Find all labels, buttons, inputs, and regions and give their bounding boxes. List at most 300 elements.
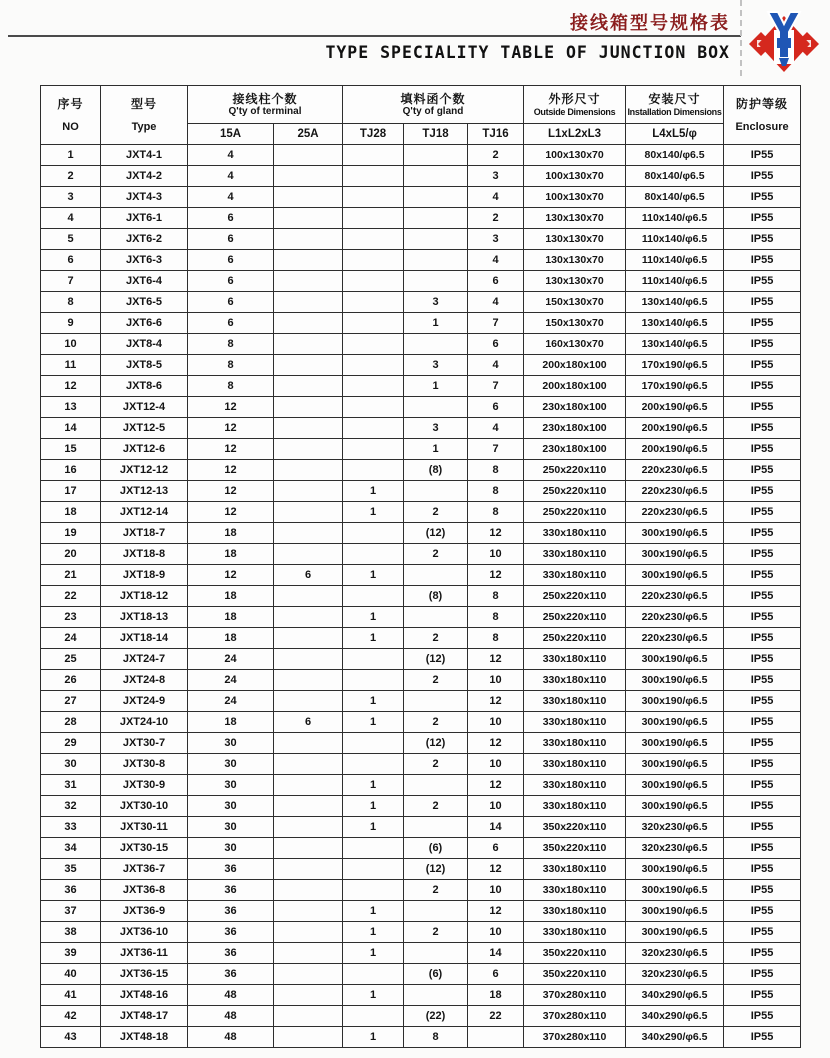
cell-no: 40 (41, 964, 101, 985)
cell-type: JXT6-6 (101, 313, 188, 334)
cell-outside-dimensions: 330x180x110 (524, 565, 626, 586)
cell-no: 29 (41, 733, 101, 754)
cell-gland-tj28 (343, 334, 404, 355)
cell-gland-tj28 (343, 460, 404, 481)
cell-enclosure: IP55 (724, 964, 801, 985)
cell-gland-tj18: 2 (404, 544, 468, 565)
cell-no: 39 (41, 943, 101, 964)
cell-installation-dimensions: 320x230/φ6.5 (626, 964, 724, 985)
cell-gland-tj28: 1 (343, 481, 404, 502)
cell-gland-tj16: 8 (468, 586, 524, 607)
cell-enclosure: IP55 (724, 145, 801, 166)
cell-terminal-15a: 18 (188, 523, 274, 544)
cell-gland-tj28: 1 (343, 691, 404, 712)
cell-enclosure: IP55 (724, 229, 801, 250)
cell-enclosure: IP55 (724, 817, 801, 838)
cell-terminal-15a: 18 (188, 586, 274, 607)
cell-gland-tj28 (343, 670, 404, 691)
page-title-english: TYPE SPECIALITY TABLE OF JUNCTION BOX (325, 43, 730, 62)
cell-gland-tj28: 1 (343, 628, 404, 649)
cell-installation-dimensions: 220x230/φ6.5 (626, 607, 724, 628)
cell-type: JXT24-7 (101, 649, 188, 670)
cell-installation-dimensions: 300x190/φ6.5 (626, 649, 724, 670)
table-row (41, 313, 801, 334)
cell-terminal-15a: 30 (188, 817, 274, 838)
cell-installation-dimensions: 340x290/φ6.5 (626, 1006, 724, 1027)
cell-gland-tj16: 6 (468, 397, 524, 418)
cell-type: JXT8-4 (101, 334, 188, 355)
cell-terminal-15a: 12 (188, 502, 274, 523)
cell-terminal-15a: 4 (188, 187, 274, 208)
cell-type: JXT30-7 (101, 733, 188, 754)
page-title-chinese: 接线箱型号规格表 (570, 13, 730, 33)
cell-no: 31 (41, 775, 101, 796)
cell-installation-dimensions: 300x190/φ6.5 (626, 544, 724, 565)
cell-type: JXT18-7 (101, 523, 188, 544)
cell-gland-tj28: 1 (343, 985, 404, 1006)
cell-enclosure: IP55 (724, 313, 801, 334)
cell-terminal-15a: 12 (188, 460, 274, 481)
cell-gland-tj28 (343, 649, 404, 670)
cell-no: 22 (41, 586, 101, 607)
cell-outside-dimensions: 350x220x110 (524, 964, 626, 985)
cell-terminal-15a: 30 (188, 775, 274, 796)
cell-gland-tj16: 7 (468, 439, 524, 460)
cell-enclosure: IP55 (724, 712, 801, 733)
cell-terminal-25a (274, 439, 343, 460)
brand-logo-icon (748, 4, 820, 76)
cell-gland-tj28: 1 (343, 712, 404, 733)
cell-gland-tj18 (404, 607, 468, 628)
cell-terminal-25a (274, 166, 343, 187)
cell-gland-tj16: 12 (468, 859, 524, 880)
cell-outside-dimensions: 330x180x110 (524, 733, 626, 754)
cell-outside-dimensions: 330x180x110 (524, 544, 626, 565)
cell-no: 26 (41, 670, 101, 691)
cell-installation-dimensions: 300x190/φ6.5 (626, 880, 724, 901)
cell-gland-tj18 (404, 250, 468, 271)
cell-gland-tj28 (343, 880, 404, 901)
cell-enclosure: IP55 (724, 754, 801, 775)
cell-gland-tj18: 1 (404, 376, 468, 397)
cell-gland-tj18: 2 (404, 670, 468, 691)
table-row (41, 880, 801, 901)
cell-gland-tj28 (343, 523, 404, 544)
cell-gland-tj16: 8 (468, 460, 524, 481)
cell-terminal-25a (274, 628, 343, 649)
cell-gland-tj16: 12 (468, 733, 524, 754)
table-row (41, 712, 801, 733)
table-row (41, 628, 801, 649)
cell-gland-tj16: 12 (468, 901, 524, 922)
cell-enclosure: IP55 (724, 439, 801, 460)
table-row (41, 187, 801, 208)
cell-terminal-25a (274, 208, 343, 229)
cell-gland-tj16: 7 (468, 376, 524, 397)
cell-enclosure: IP55 (724, 649, 801, 670)
cell-gland-tj18 (404, 229, 468, 250)
cell-terminal-15a: 36 (188, 922, 274, 943)
cell-outside-dimensions: 100x130x70 (524, 187, 626, 208)
cell-terminal-25a (274, 880, 343, 901)
cell-gland-tj18: 8 (404, 1027, 468, 1048)
cell-terminal-25a (274, 145, 343, 166)
cell-enclosure: IP55 (724, 796, 801, 817)
cell-gland-tj28: 1 (343, 901, 404, 922)
cell-terminal-25a (274, 376, 343, 397)
cell-gland-tj28 (343, 208, 404, 229)
cell-outside-dimensions: 200x180x100 (524, 355, 626, 376)
table-row (41, 460, 801, 481)
cell-installation-dimensions: 300x190/φ6.5 (626, 670, 724, 691)
table-row (41, 649, 801, 670)
header-type-cn: 型号 (130, 96, 157, 111)
cell-terminal-15a: 8 (188, 355, 274, 376)
cell-enclosure: IP55 (724, 670, 801, 691)
cell-type: JXT18-9 (101, 565, 188, 586)
cell-enclosure: IP55 (724, 1006, 801, 1027)
cell-outside-dimensions: 330x180x110 (524, 775, 626, 796)
cell-no: 20 (41, 544, 101, 565)
cell-installation-dimensions: 300x190/φ6.5 (626, 901, 724, 922)
cell-terminal-25a (274, 397, 343, 418)
cell-type: JXT24-8 (101, 670, 188, 691)
cell-terminal-15a: 30 (188, 838, 274, 859)
cell-gland-tj16: 10 (468, 922, 524, 943)
table-row (41, 817, 801, 838)
cell-outside-dimensions: 370x280x110 (524, 1006, 626, 1027)
header-outside-dimensions (524, 86, 626, 124)
cell-installation-dimensions: 300x190/φ6.5 (626, 691, 724, 712)
table-row (41, 481, 801, 502)
table-row (41, 754, 801, 775)
header-install-en: Installation Dimensions (627, 106, 722, 117)
cell-outside-dimensions: 330x180x110 (524, 754, 626, 775)
cell-installation-dimensions: 220x230/φ6.5 (626, 628, 724, 649)
cell-type: JXT24-10 (101, 712, 188, 733)
cell-outside-dimensions: 250x220x110 (524, 502, 626, 523)
cell-type: JXT18-13 (101, 607, 188, 628)
cell-terminal-25a (274, 334, 343, 355)
table-row (41, 229, 801, 250)
cell-outside-dimensions: 230x180x100 (524, 439, 626, 460)
table-row (41, 376, 801, 397)
cell-gland-tj28 (343, 187, 404, 208)
cell-gland-tj28 (343, 838, 404, 859)
cell-outside-dimensions: 250x220x110 (524, 586, 626, 607)
cell-outside-dimensions: 150x130x70 (524, 313, 626, 334)
cell-terminal-25a (274, 586, 343, 607)
cell-type: JXT12-6 (101, 439, 188, 460)
cell-terminal-25a (274, 418, 343, 439)
cell-terminal-15a: 36 (188, 859, 274, 880)
cell-gland-tj16: 8 (468, 502, 524, 523)
cell-installation-dimensions: 130x140/φ6.5 (626, 334, 724, 355)
cell-installation-dimensions: 170x190/φ6.5 (626, 355, 724, 376)
cell-type: JXT24-9 (101, 691, 188, 712)
table-row (41, 565, 801, 586)
cell-no: 35 (41, 859, 101, 880)
table-row (41, 859, 801, 880)
cell-gland-tj18: 1 (404, 313, 468, 334)
cell-no: 10 (41, 334, 101, 355)
cell-terminal-15a: 18 (188, 607, 274, 628)
cell-terminal-15a: 4 (188, 166, 274, 187)
cell-outside-dimensions: 130x130x70 (524, 208, 626, 229)
cell-type: JXT30-9 (101, 775, 188, 796)
cell-gland-tj28 (343, 250, 404, 271)
cell-gland-tj16: 14 (468, 943, 524, 964)
cell-gland-tj16: 6 (468, 838, 524, 859)
cell-terminal-25a (274, 544, 343, 565)
cell-gland-tj16: 4 (468, 355, 524, 376)
cell-installation-dimensions: 110x140/φ6.5 (626, 208, 724, 229)
cell-no: 38 (41, 922, 101, 943)
cell-outside-dimensions: 150x130x70 (524, 292, 626, 313)
cell-terminal-15a: 30 (188, 796, 274, 817)
cell-installation-dimensions: 300x190/φ6.5 (626, 733, 724, 754)
cell-type: JXT12-13 (101, 481, 188, 502)
cell-outside-dimensions: 370x280x110 (524, 1027, 626, 1048)
cell-terminal-15a: 48 (188, 1027, 274, 1048)
cell-outside-dimensions: 230x180x100 (524, 418, 626, 439)
cell-terminal-25a (274, 922, 343, 943)
cell-gland-tj28 (343, 145, 404, 166)
cell-gland-tj18: 3 (404, 292, 468, 313)
cell-terminal-25a (274, 754, 343, 775)
cell-gland-tj18 (404, 271, 468, 292)
cell-no: 9 (41, 313, 101, 334)
cell-terminal-25a (274, 1027, 343, 1048)
cell-enclosure: IP55 (724, 565, 801, 586)
cell-terminal-15a: 6 (188, 250, 274, 271)
cell-gland-tj16: 10 (468, 880, 524, 901)
cell-terminal-15a: 8 (188, 376, 274, 397)
table-row (41, 208, 801, 229)
table-row (41, 355, 801, 376)
cell-gland-tj16: 10 (468, 754, 524, 775)
cell-type: JXT6-5 (101, 292, 188, 313)
cell-installation-dimensions: 110x140/φ6.5 (626, 229, 724, 250)
cell-no: 18 (41, 502, 101, 523)
cell-outside-dimensions: 330x180x110 (524, 922, 626, 943)
cell-terminal-15a: 6 (188, 208, 274, 229)
cell-no: 41 (41, 985, 101, 1006)
cell-enclosure: IP55 (724, 1027, 801, 1048)
cell-terminal-15a: 12 (188, 439, 274, 460)
cell-gland-tj18: (12) (404, 523, 468, 544)
cell-terminal-25a (274, 607, 343, 628)
cell-gland-tj16: 8 (468, 481, 524, 502)
cell-terminal-25a (274, 271, 343, 292)
cell-type: JXT30-8 (101, 754, 188, 775)
cell-gland-tj18: 2 (404, 922, 468, 943)
cell-enclosure: IP55 (724, 376, 801, 397)
cell-type: JXT36-15 (101, 964, 188, 985)
cell-terminal-15a: 4 (188, 145, 274, 166)
table-row (41, 502, 801, 523)
cell-gland-tj28 (343, 586, 404, 607)
cell-terminal-25a (274, 733, 343, 754)
cell-gland-tj18 (404, 166, 468, 187)
cell-type: JXT4-2 (101, 166, 188, 187)
header-sub-l4l5: L4xL5/φ (626, 124, 724, 145)
cell-type: JXT18-12 (101, 586, 188, 607)
cell-gland-tj28 (343, 964, 404, 985)
cell-gland-tj16: 3 (468, 166, 524, 187)
cell-outside-dimensions: 350x220x110 (524, 838, 626, 859)
cell-terminal-15a: 30 (188, 754, 274, 775)
table-row (41, 145, 801, 166)
table-row (41, 271, 801, 292)
cell-gland-tj16: 4 (468, 418, 524, 439)
cell-terminal-25a (274, 523, 343, 544)
cell-no: 4 (41, 208, 101, 229)
cell-no: 32 (41, 796, 101, 817)
cell-outside-dimensions: 160x130x70 (524, 334, 626, 355)
cell-no: 6 (41, 250, 101, 271)
cell-outside-dimensions: 350x220x110 (524, 943, 626, 964)
cell-terminal-15a: 18 (188, 628, 274, 649)
header-terminal-en: Q'ty of terminal (228, 105, 302, 117)
cell-gland-tj18: 3 (404, 355, 468, 376)
logo-separator-dashed-line (740, 0, 742, 76)
cell-type: JXT48-17 (101, 1006, 188, 1027)
cell-enclosure: IP55 (724, 544, 801, 565)
header-sub-tj18: TJ18 (404, 124, 468, 145)
cell-terminal-15a: 6 (188, 271, 274, 292)
cell-gland-tj16: 18 (468, 985, 524, 1006)
cell-no: 37 (41, 901, 101, 922)
cell-gland-tj16: 2 (468, 145, 524, 166)
cell-gland-tj16: 14 (468, 817, 524, 838)
cell-terminal-15a: 18 (188, 544, 274, 565)
cell-gland-tj28: 1 (343, 817, 404, 838)
cell-enclosure: IP55 (724, 271, 801, 292)
cell-enclosure: IP55 (724, 418, 801, 439)
cell-outside-dimensions: 230x180x100 (524, 397, 626, 418)
cell-no: 24 (41, 628, 101, 649)
junction-box-logo-icon (748, 4, 820, 76)
cell-terminal-15a: 18 (188, 712, 274, 733)
header-sub-25a: 25A (274, 124, 343, 145)
header-install-cn: 安装尺寸 (648, 91, 701, 106)
cell-outside-dimensions: 130x130x70 (524, 229, 626, 250)
cell-terminal-15a: 6 (188, 313, 274, 334)
cell-gland-tj16: 12 (468, 775, 524, 796)
cell-terminal-25a: 6 (274, 565, 343, 586)
cell-installation-dimensions: 110x140/φ6.5 (626, 271, 724, 292)
cell-terminal-25a (274, 901, 343, 922)
table-row (41, 397, 801, 418)
cell-type: JXT4-1 (101, 145, 188, 166)
header-terminal-group (188, 86, 343, 124)
cell-installation-dimensions: 200x190/φ6.5 (626, 397, 724, 418)
cell-outside-dimensions: 330x180x110 (524, 691, 626, 712)
cell-gland-tj28 (343, 355, 404, 376)
cell-no: 19 (41, 523, 101, 544)
cell-gland-tj28 (343, 229, 404, 250)
cell-installation-dimensions: 220x230/φ6.5 (626, 460, 724, 481)
cell-gland-tj18 (404, 334, 468, 355)
cell-no: 34 (41, 838, 101, 859)
table-row (41, 670, 801, 691)
cell-terminal-15a: 6 (188, 292, 274, 313)
cell-outside-dimensions: 130x130x70 (524, 250, 626, 271)
table-row (41, 523, 801, 544)
cell-enclosure: IP55 (724, 187, 801, 208)
cell-no: 8 (41, 292, 101, 313)
cell-gland-tj18 (404, 187, 468, 208)
cell-gland-tj28 (343, 397, 404, 418)
cell-terminal-25a (274, 1006, 343, 1027)
cell-no: 23 (41, 607, 101, 628)
cell-enclosure: IP55 (724, 943, 801, 964)
cell-terminal-25a (274, 985, 343, 1006)
cell-installation-dimensions: 300x190/φ6.5 (626, 712, 724, 733)
cell-terminal-25a (274, 796, 343, 817)
cell-no: 13 (41, 397, 101, 418)
cell-installation-dimensions: 320x230/φ6.5 (626, 943, 724, 964)
cell-type: JXT36-11 (101, 943, 188, 964)
cell-installation-dimensions: 300x190/φ6.5 (626, 922, 724, 943)
cell-enclosure: IP55 (724, 733, 801, 754)
cell-gland-tj28 (343, 859, 404, 880)
cell-gland-tj16: 10 (468, 796, 524, 817)
cell-outside-dimensions: 330x180x110 (524, 901, 626, 922)
table-row (41, 439, 801, 460)
cell-terminal-25a: 6 (274, 712, 343, 733)
cell-gland-tj16: 12 (468, 565, 524, 586)
cell-installation-dimensions: 80x140/φ6.5 (626, 187, 724, 208)
cell-type: JXT30-15 (101, 838, 188, 859)
cell-gland-tj18 (404, 397, 468, 418)
header-enclosure-cn: 防护等级 (736, 96, 789, 111)
cell-type: JXT30-10 (101, 796, 188, 817)
cell-gland-tj18 (404, 145, 468, 166)
cell-gland-tj18 (404, 901, 468, 922)
cell-installation-dimensions: 80x140/φ6.5 (626, 166, 724, 187)
cell-terminal-15a: 24 (188, 649, 274, 670)
cell-no: 21 (41, 565, 101, 586)
cell-type: JXT12-5 (101, 418, 188, 439)
cell-outside-dimensions: 370x280x110 (524, 985, 626, 1006)
cell-enclosure: IP55 (724, 985, 801, 1006)
header-no-en: NO (62, 121, 79, 134)
cell-gland-tj16: 6 (468, 334, 524, 355)
header-no (41, 86, 101, 145)
cell-installation-dimensions: 220x230/φ6.5 (626, 481, 724, 502)
cell-no: 14 (41, 418, 101, 439)
cell-outside-dimensions: 330x180x110 (524, 649, 626, 670)
cell-gland-tj16: 4 (468, 250, 524, 271)
table-row (41, 418, 801, 439)
cell-no: 28 (41, 712, 101, 733)
cell-gland-tj18: 2 (404, 796, 468, 817)
cell-gland-tj18 (404, 565, 468, 586)
cell-type: JXT36-9 (101, 901, 188, 922)
cell-no: 12 (41, 376, 101, 397)
cell-terminal-15a: 36 (188, 943, 274, 964)
cell-terminal-15a: 48 (188, 1006, 274, 1027)
table-row (41, 943, 801, 964)
cell-enclosure: IP55 (724, 166, 801, 187)
cell-enclosure: IP55 (724, 460, 801, 481)
cell-gland-tj28: 1 (343, 1027, 404, 1048)
table-row (41, 922, 801, 943)
cell-terminal-25a (274, 187, 343, 208)
cell-installation-dimensions: 200x190/φ6.5 (626, 439, 724, 460)
